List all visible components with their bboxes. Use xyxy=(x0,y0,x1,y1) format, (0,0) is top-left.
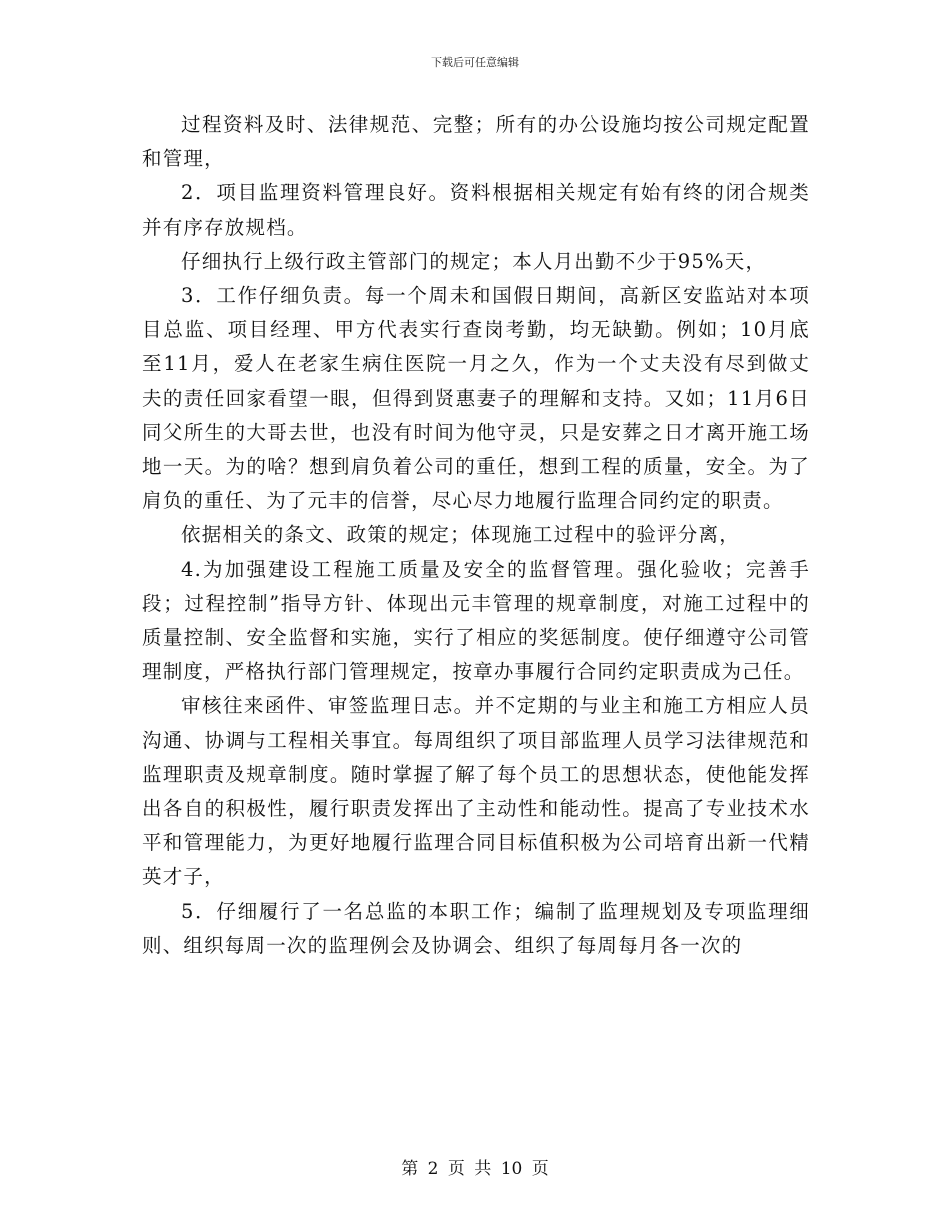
paragraph-5: 依据相关的条文、政策的规定；体现施工过程中的验评分离， xyxy=(181,523,740,547)
page-number-footer: 第 2 页 共 10 页 xyxy=(401,1159,549,1179)
paragraph-1: 过程资料及时、法律规范、完整；所有的办公设施均按公司规定配置和管理， xyxy=(142,113,810,171)
document-body xyxy=(142,108,810,963)
paragraph-4: 3．工作仔细负责。每一个周未和国假日期间，高新区安监站对本项目总监、项目经理、甲方代表实行查岗考勤，均无缺勤。例如；10月底至11月，爱人在老家生病住医院一月之久，作为一个丈夫没有尽到做丈夫的责任回家看望一眼，但得到贤惠妻子的理解和支持。又如；11月6日同父所生的大哥去世，也没有时间为他守灵，只是安葬之日才离开施工场地一天。为的啥？想到肩负着公司的重任，想到工程的质量，安全。为了肩负的重任、为了元丰的信誉，尽心尽力地履行监理合同约定的职责。 xyxy=(142,284,810,513)
paragraph-2: 2．项目监理资料管理良好。资料根据相关规定有始有终的闭合规类并有序存放规档。 xyxy=(142,181,810,239)
paragraph-3: 仔细执行上级行政主管部门的规定；本人月出勤不少于95%天， xyxy=(181,249,767,273)
paragraph-8: 5．仔细履行了一名总监的本职工作；编制了监理规划及专项监理细则、组织每周一次的监理例会及协调会、组织了每周每月各一次的 xyxy=(142,899,810,957)
paragraph-6: 4.为加强建设工程施工质量及安全的监督管理。强化验收；完善手段；过程控制”指导方针、体现出元丰管理的规章制度，对施工过程中的质量控制、安全监督和实施，实行了相应的奖惩制度。使仔细遵守公司管理制度，严格执行部门管理规定，按章办事履行合同约定职责成为己任。 xyxy=(142,557,810,684)
paragraph-7: 审核往来函件、审签监理日志。并不定期的与业主和施工方相应人员沟通、协调与工程相关事宜。每周组织了项目部监理人员学习法律规范和监理职责及规章制度。随时掌握了解了每个员工的思想状态，使他能发挥出各自的积极性，履行职责发挥出了主动性和能动性。提高了专业技术水平和管理能力，为更好地履行监理合同目标值积极为公司培育出新一代精英才子， xyxy=(142,694,810,889)
page-header: 下载后可任意编辑 xyxy=(431,56,519,69)
